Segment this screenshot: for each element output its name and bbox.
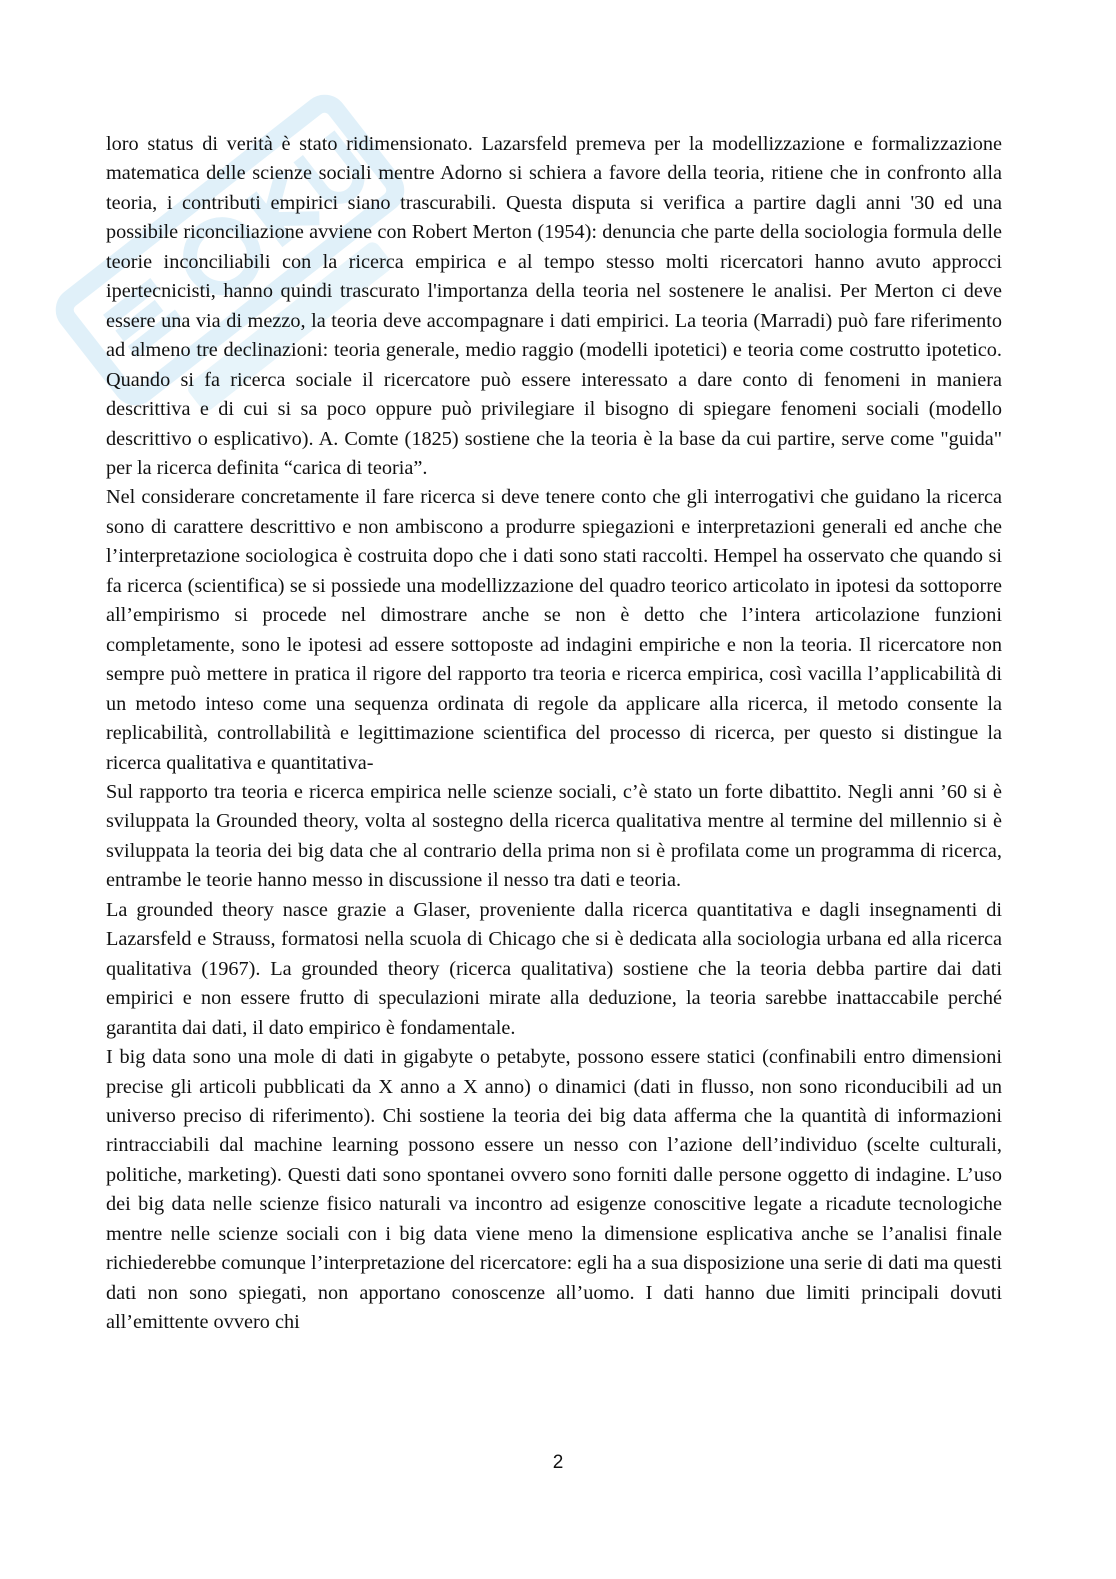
paragraph-3: Sul rapporto tra teoria e ricerca empirica nelle scienze sociali, c’è stato un forte dibattito. Negli anni ’60 si è sviluppata la Grounded theory, volta al sostegno della ricerca qualitativa mentre al termine del millennio si è sviluppata la teoria dei big data che al contrario della prima non si è profilata come un programma di ricerca, entrambe le teorie hanno messo in discussione il nesso tra dati e teoria.	[106, 780, 1002, 892]
paragraph-4: La grounded theory nasce grazie a Glaser, proveniente dalla ricerca quantitativa e dagli insegnamenti di Lazarsfeld e Strauss, formatosi nella scuola di Chicago che si è dedicata alla sociologia urbana ed alla ricerca qualitativa (1967). La grounded theory (ricerca qualitativa) sostiene che la teoria debba partire dai dati empirici e non essere frutto di speculazioni mirate alla deduzione, la teoria sarebbe inattaccabile perché garantita dai dati, il dato empirico è fondamentale.	[106, 898, 1002, 1039]
body-text	[106, 130, 1002, 1338]
page-number: 2	[552, 1452, 564, 1473]
paragraph-2: Nel considerare concretamente il fare ricerca si deve tenere conto che gli interrogativi che guidano la ricerca sono di carattere descrittivo e non ambiscono a produrre spiegazioni e interpretazioni generali ed anche che l’interpretazione sociologica è costruita dopo che i dati sono stati raccolti. Hempel ha osservato che quando si fa ricerca (scientifica) se si possiede una modellizzazione del quadro teorico articolato in ipotesi da sottoporre all’empirismo si procede nel dimostrare anche se non è detto che l’intera articolazione funzioni completamente, sono le ipotesi ad essere sottoposte ad indagini empiriche e non la teoria. Il ricercatore non sempre può mettere in pratica il rigore del rapporto tra teoria e ricerca empirica, così vacilla l’applicabilità di un metodo inteso come una sequenza ordinata di regole da applicare alla ricerca, il metodo consente la replicabilità, controllabilità e legittimazione scientifica del processo di ricerca, per questo si distingue la ricerca qualitativa e quantitativa-	[106, 486, 1002, 774]
paragraph-1: loro status di verità è stato ridimensionato. Lazarsfeld premeva per la modellizzazione e formalizzazione matematica delle scienze sociali mentre Adorno si schiera a favore della teoria, ritiene che in confronto alla teoria, i contributi empirici siano trascurabili. Questa disputa si verifica a partire dagli anni '30 ed una possibile riconciliazione avviene con Robert Merton (1954): denuncia che parte della sociologia formula delle teorie inconciliabili con la ricerca empirica e al tempo stesso molti ricercatori hanno avuto approcci ipertecnicisti, hanno quindi trascurato l'importanza della teoria nel sostenere le analisi. Per Merton ci deve essere una via di mezzo, la teoria deve accompagnare i dati empirici. La teoria (Marradi) può fare riferimento ad almeno tre declinazioni: teoria generale, medio raggio (modelli ipotetici) e teoria come costrutto ipotetico. Quando si fa ricerca sociale il ricercatore può essere interessato a dare conto di fenomeni in maniera descrittiva e di cui si sa poco oppure può privilegiare il bisogno di spiegare fenomeni sociali (modello descrittivo o esplicativo). A. Comte (1825) sostiene che la teoria è la base da cui partire, serve come "guida" per la ricerca definita “carica di teoria”.	[106, 133, 1002, 479]
paragraph-5: I big data sono una mole di dati in gigabyte o petabyte, possono essere statici (confinabili entro dimensioni precise gli articoli pubblicati da X anno a X anno) o dinamici (dati in flusso, non sono riconducibili ad un universo preciso di riferimento). Chi sostiene la teoria dei big data afferma che la quantità di informazioni rintracciabili dal machine learning possono essere un nesso con l’azione dell’individuo (scelte culturali, politiche, marketing). Questi dati sono spontanei ovvero sono forniti dalle persone oggetto di indagine. L’uso dei big data nelle scienze fisico naturali va incontro ad esigenze conoscitive legate a ricadute tecnologiche mentre nelle scienze sociali con i big data viene meno la dimensione esplicativa anche se l’analisi finale richiederebbe comunque l’interpretazione del ricercatore: egli ha a sua disposizione una serie di dati ma questi dati non sono spiegati, non apportano conoscenze all’uomo. I dati hanno due limiti principali dovuti all’emittente ovvero chi	[106, 1046, 1002, 1334]
